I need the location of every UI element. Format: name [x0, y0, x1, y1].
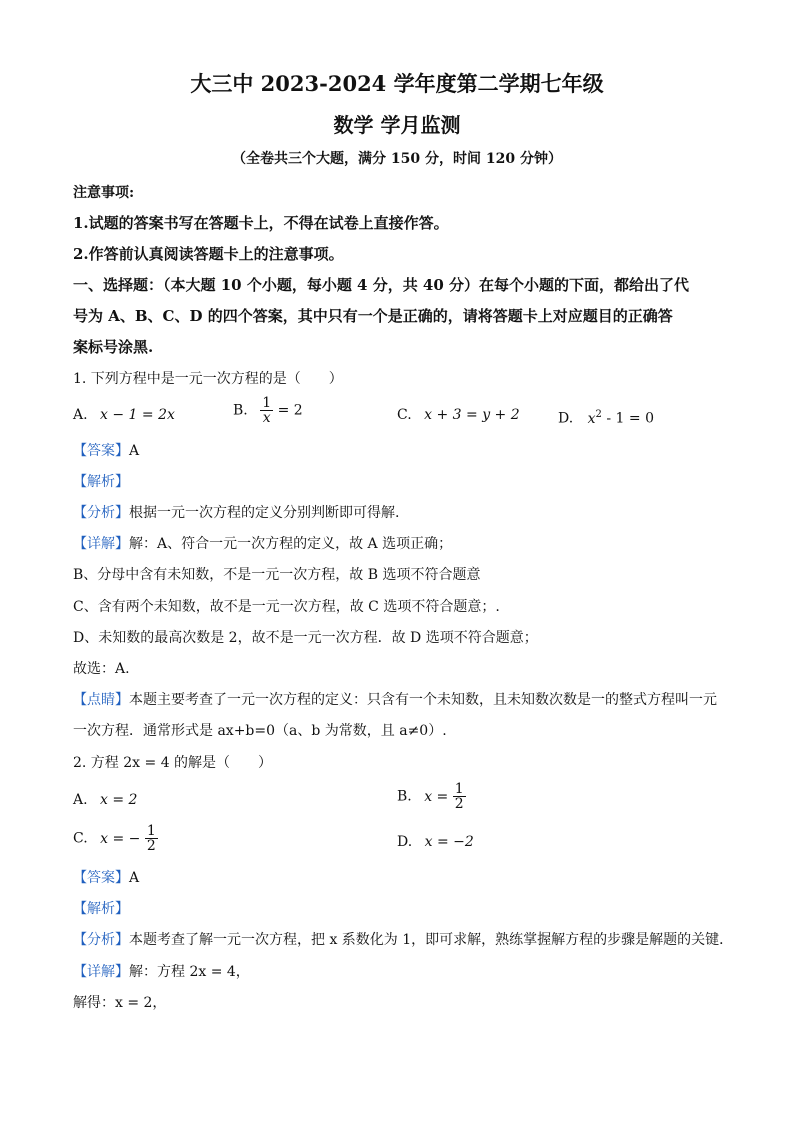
section-instruction-line: 一、选择题：（本大题 10 个小题，每小题 4 分，共 40 分）在每个小题的下面，都给出了代 — [73, 276, 690, 294]
option-d — [558, 405, 654, 429]
option-b — [233, 396, 303, 425]
option-label: B. — [397, 788, 412, 805]
option-a — [73, 790, 137, 810]
fenxi-tag: 【分析】 — [73, 932, 129, 948]
detail-tag: 【详解】 — [73, 536, 129, 552]
fraction-denominator: 2 — [146, 838, 156, 854]
fenxi-text: 本题考查了解一元一次方程，把 x 系数化为 1，即可求解，熟练掌握解方程的步骤是解题的关键． — [129, 932, 734, 948]
detail-line — [73, 962, 250, 982]
question-stem: 2. 方程 2x = 4 的解是（ ） — [73, 755, 273, 771]
analysis-line — [73, 930, 733, 950]
answer-line — [73, 868, 139, 888]
fraction-denominator: 2 — [454, 796, 464, 812]
exam-subtitle: 数学 学月监测 — [333, 113, 461, 137]
question-stem: 1. 下列方程中是一元一次方程的是（ ） — [73, 371, 343, 387]
fenxi-tag: 【分析】 — [73, 505, 129, 521]
exam-note: （全卷共三个大题，满分 150 分，时间 120 分钟） — [232, 151, 562, 167]
option-label: A. — [73, 407, 88, 423]
detail-line: C、含有两个未知数，故不是一元一次方程，故 C 选项不符合题意；. — [73, 599, 500, 615]
option-expression: x = − — [100, 830, 141, 847]
option-a — [73, 405, 175, 425]
option-expression: = 2 — [277, 402, 303, 419]
option-c — [397, 405, 520, 425]
option-expression: x + 3 = y + 2 — [424, 407, 520, 423]
answer-value: A — [129, 443, 140, 459]
notice-heading: 注意事项: — [73, 185, 135, 201]
option-exponent: 2 — [595, 409, 602, 420]
fenxi-text: 根据一元一次方程的定义分别判断即可得解. — [129, 505, 400, 521]
exam-title: 大三中 2023-2024 学年度第二学期七年级 — [190, 71, 604, 96]
analysis-line — [73, 503, 399, 523]
option-expression: x = −2 — [424, 834, 474, 850]
analysis-tag: 【解析】 — [73, 901, 129, 917]
fraction-denominator: x — [260, 410, 273, 425]
section-instruction-line: 案标号涂黑. — [73, 338, 154, 356]
detail-text: 解：方程 2x = 4， — [129, 964, 250, 980]
dianjing-text: 本题主要考查了一元一次方程的定义：只含有一个未知数，且未知数次数是一的整式方程叫一元 — [129, 692, 717, 708]
dianjing-line: 一次方程．通常形式是 ax+b=0（a、b 为常数，且 a≠0）. — [73, 723, 447, 739]
option-label: D. — [397, 834, 413, 850]
answer-tag: 【答案】 — [73, 443, 129, 459]
option-d — [397, 832, 474, 852]
notice-item: 1.试题的答案书写在答题卡上，不得在试卷上直接作答。 — [73, 214, 449, 232]
fraction — [453, 782, 466, 811]
dianjing-line — [73, 690, 717, 710]
option-label: A. — [73, 792, 88, 808]
fraction — [145, 824, 158, 853]
detail-line: B、分母中含有未知数，不是一元一次方程，故 B 选项不符合题意 — [73, 567, 481, 583]
fraction-numerator: 1 — [262, 395, 272, 411]
answer-line — [73, 441, 139, 461]
option-label: D. — [558, 410, 574, 427]
detail-line — [73, 534, 452, 554]
fraction-numerator: 1 — [146, 823, 156, 839]
detail-line: 故选：A. — [73, 661, 130, 677]
notice-item: 2.作答前认真阅读答题卡上的注意事项。 — [73, 245, 344, 263]
option-base: x — [587, 410, 596, 427]
option-b — [397, 782, 466, 811]
option-expression: - 1 = 0 — [601, 410, 654, 427]
detail-text: 解：A、符合一元一次方程的定义，故 A 选项正确； — [129, 536, 453, 552]
section-instruction-line: 号为 A、B、C、D 的四个答案，其中只有一个是正确的，请将答题卡上对应题目的正确答 — [73, 307, 673, 325]
detail-tag: 【详解】 — [73, 964, 129, 980]
option-c — [73, 824, 158, 853]
answer-tag: 【答案】 — [73, 870, 129, 886]
option-label: C. — [73, 830, 88, 847]
fraction-numerator: 1 — [454, 781, 464, 797]
option-expression: x = 2 — [100, 792, 138, 808]
detail-line: D、未知数的最高次数是 2，故不是一元一次方程．故 D 选项不符合题意； — [73, 630, 538, 646]
dianjing-tag: 【点睛】 — [73, 692, 129, 708]
fraction — [260, 396, 273, 425]
answer-value: A — [129, 870, 140, 886]
analysis-tag: 【解析】 — [73, 474, 129, 490]
option-expression: x = — [424, 788, 449, 805]
option-expression: x − 1 = 2x — [100, 407, 175, 423]
option-label: C. — [397, 407, 412, 423]
detail-line: 解得：x = 2， — [73, 995, 167, 1011]
option-label: B. — [233, 402, 248, 419]
